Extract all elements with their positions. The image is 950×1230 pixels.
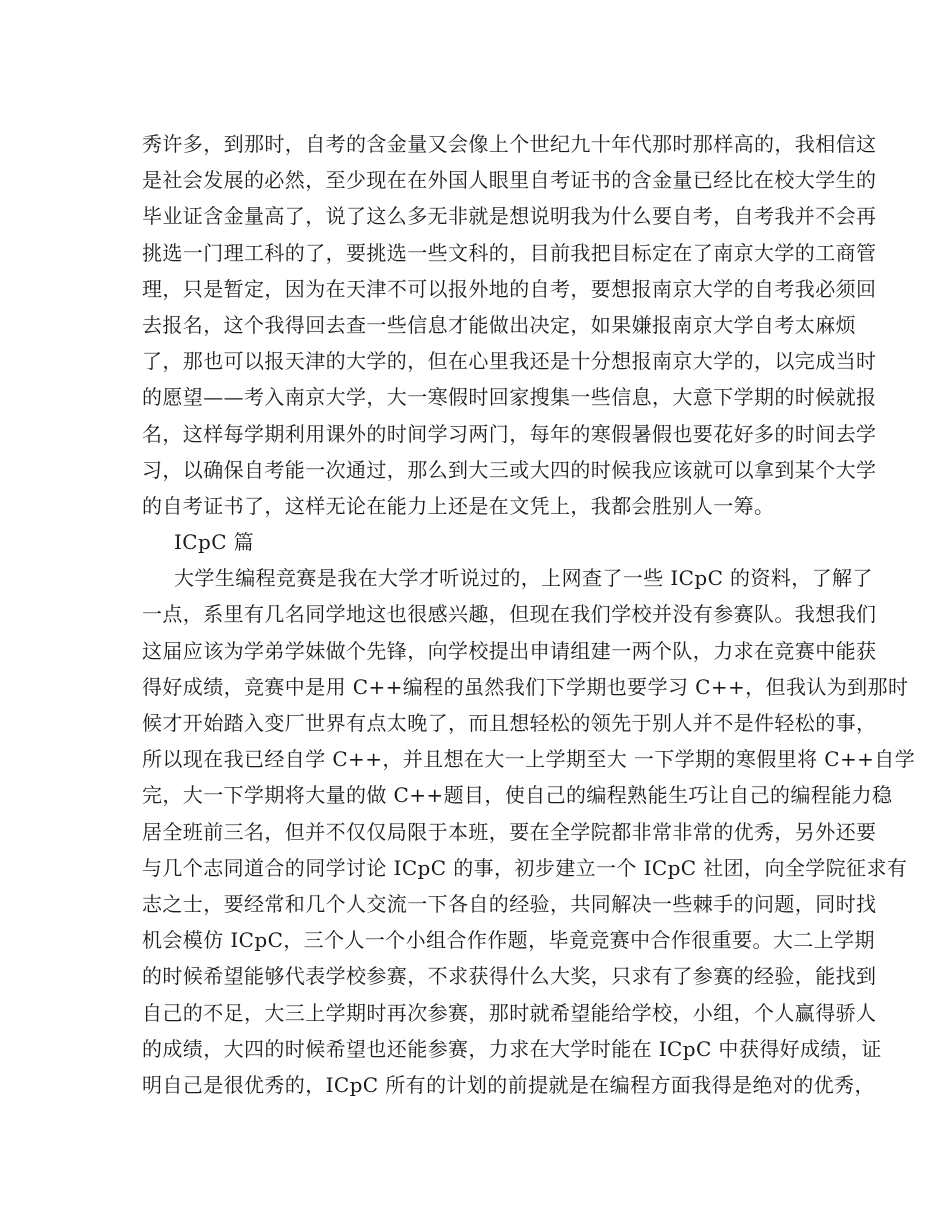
document-body [142, 126, 916, 1103]
text-line: 一点，系里有几名同学地这也很感兴趣，但现在我们学校并没有参赛队。我想我们 [142, 602, 877, 627]
text-line: 去报名，这个我得回去查一些信息才能做出决定，如果嫌报南京大学自考太麻烦 [142, 312, 856, 337]
text-line: 这届应该为学弟学妹做个先锋，向学校提出申请组建一两个队，力求在竞赛中能获 [142, 638, 877, 663]
text-line: 的成绩，大四的时候希望也还能参赛，力求在大学时能在 ICpC 中获得好成绩，证 [142, 1036, 882, 1061]
text-line: 得好成绩，竞赛中是用 C++编程的虽然我们下学期也要学习 C++，但我认为到那时 [142, 674, 909, 699]
text-line: 居全班前三名，但并不仅仅局限于本班，要在全学院都非常非常的优秀，另外还要 [142, 819, 877, 844]
text-line: 的愿望——考入南京大学，大一寒假时回家搜集一些信息，大意下学期的时候就报 [142, 385, 877, 410]
text-line: 候才开始踏入变厂世界有点太晚了，而且想轻松的领先于别人并不是件轻松的事， [142, 711, 877, 735]
text-line: 自己的不足，大三上学期时再次参赛，那时就希望能给学校，小组，个人赢得骄人 [142, 1000, 877, 1025]
text-line: 的自考证书了，这样无论在能力上还是在文凭上，我都会胜别人一筹。 [142, 493, 775, 518]
text-line: 明自己是很优秀的，ICpC 所有的计划的前提就是在编程方面我得是绝对的优秀， [142, 1072, 875, 1097]
text-line: 所以现在我已经自学 C++，并且想在大一上学期至大 一下学期的寒假里将 C++自学 [142, 747, 916, 772]
text-line: 与几个志同道合的同学讨论 ICpC 的事，初步建立一个 ICpC 社团，向全学院征求有 [142, 855, 908, 880]
text-line: 完，大一下学期将大量的做 C++题目，使自己的编程熟能生巧让自己的编程能力稳 [142, 783, 893, 808]
text-line: 的时候希望能够代表学校参赛，不求获得什么大奖，只求有了参赛的经验，能找到 [142, 964, 877, 989]
text-line: 秀许多，到那时，自考的含金量又会像上个世纪九十年代那时那样高的，我相信这 [142, 132, 877, 156]
text-line: 挑选一门理工科的了，要挑选一些文科的，目前我把目标定在了南京大学的工商管 [142, 240, 877, 265]
text-line: 机会模仿 ICpC，三个人一个小组合作作题，毕竟竞赛中合作很重要。大二上学期 [142, 928, 875, 953]
text-line: 大学生编程竞赛是我在大学才听说过的，上网查了一些 ICpC 的资料，了解了 [174, 566, 873, 591]
text-line: 理，只是暂定，因为在天津不可以报外地的自考，要想报南京大学的自考我必须回 [142, 276, 877, 301]
text-line: 习，以确保自考能一次通过，那么到大三或大四的时候我应该就可以拿到某个大学 [142, 457, 877, 482]
text-line: 志之士，要经常和几个人交流一下各自的经验，共同解决一些棘手的问题，同时找 [142, 891, 877, 916]
text-line: 名，这样每学期利用课外的时间学习两门，每年的寒假暑假也要花好多的时间去学 [142, 421, 877, 446]
section-heading: ICpC 篇 [174, 530, 255, 555]
paragraph [142, 560, 916, 1103]
text-line: 了，那也可以报天津的大学的，但在心里我还是十分想报南京大学的，以完成当时 [142, 349, 877, 374]
paragraph [142, 126, 877, 524]
text-line: 是社会发展的必然，至少现在在外国人眼里自考证书的含金量已经比在校大学生的 [142, 168, 877, 193]
text-line: 毕业证含金量高了，说了这么多无非就是想说明我为什么要自考，自考我并不会再 [142, 204, 877, 229]
